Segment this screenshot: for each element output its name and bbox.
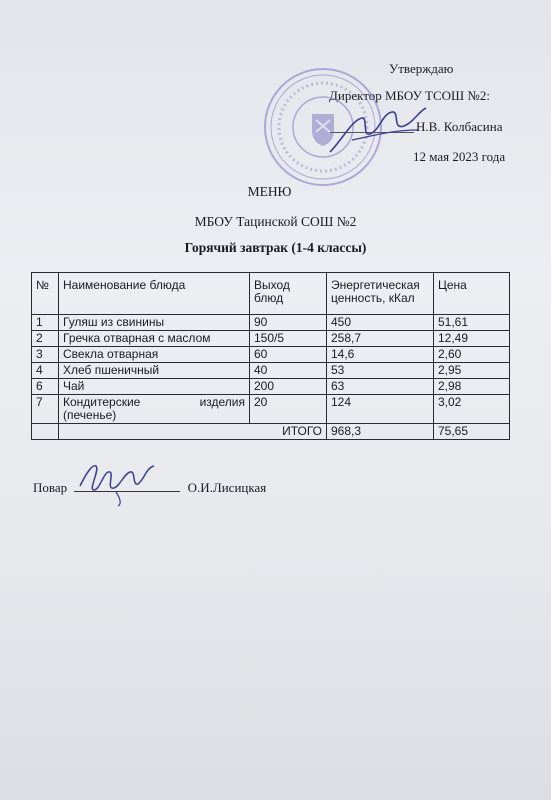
column-header: №: [32, 273, 59, 315]
approval-date: 12 мая 2023 года: [413, 149, 506, 164]
dish-name: Гуляш из свинины: [59, 315, 250, 331]
dish-name-line: (печенье): [63, 408, 117, 422]
table-row: [32, 315, 510, 331]
menu-table: [31, 272, 510, 440]
dish-output: 200: [250, 379, 327, 395]
dish-kcal: 450: [327, 315, 434, 331]
dish-name: Свекла отварная: [59, 347, 250, 363]
cook-name: О.И.Лисицкая: [187, 480, 267, 495]
column-header: Наименование блюда: [59, 273, 250, 315]
cook-signature: [76, 456, 158, 508]
menu-title: МЕНЮ: [247, 184, 292, 199]
row-number: 1: [32, 315, 59, 331]
total-empty-cell: [32, 424, 59, 440]
row-number: 2: [32, 331, 59, 347]
dish-kcal: 53: [327, 363, 434, 379]
row-number: 7: [32, 395, 59, 424]
dish-price: 2,95: [434, 363, 510, 379]
table-row: [32, 363, 510, 379]
dish-kcal: 63: [327, 379, 434, 395]
table-row: [32, 379, 510, 395]
table-row: [32, 331, 510, 347]
row-number: 3: [32, 347, 59, 363]
cook-label: Повар: [33, 480, 68, 495]
dish-output: 90: [250, 315, 327, 331]
dish-name-line: Кондитерские изделия: [63, 395, 245, 409]
total-row: [32, 424, 510, 440]
dish-price: 2,60: [434, 347, 510, 363]
table-header-row: [32, 273, 510, 315]
dish-price: 12,49: [434, 331, 510, 347]
total-price: 75,65: [434, 424, 510, 440]
dish-price: 51,61: [434, 315, 510, 331]
dish-output: 20: [250, 395, 327, 424]
approval-signer: Н.В. Колбасина: [416, 119, 503, 134]
dish-name: Чай: [59, 379, 250, 395]
row-number: 4: [32, 363, 59, 379]
dish-price: 3,02: [434, 395, 510, 424]
column-header: Выход блюд: [250, 273, 327, 315]
dish-output: 150/5: [250, 331, 327, 347]
approval-position: Директор МБОУ ТСОШ №2:: [329, 88, 490, 103]
director-signature: [322, 100, 432, 160]
dish-name: [59, 395, 250, 424]
dish-output: 40: [250, 363, 327, 379]
meal-title: Горячий завтрак (1-4 классы): [184, 240, 367, 255]
dish-kcal: 124: [327, 395, 434, 424]
total-label: ИТОГО: [59, 424, 327, 440]
table-row: [32, 347, 510, 363]
dish-name: Гречка отварная с маслом: [59, 331, 250, 347]
column-header: Цена: [434, 273, 510, 315]
total-kcal: 968,3: [327, 424, 434, 440]
column-header: Энергетическая ценность, кКал: [327, 273, 434, 315]
table-row: [32, 395, 510, 424]
row-number: 6: [32, 379, 59, 395]
dish-kcal: 14,6: [327, 347, 434, 363]
school-name: МБОУ Тацинской СОШ №2: [194, 214, 357, 229]
approval-word: Утверждаю: [389, 61, 454, 76]
dish-kcal: 258,7: [327, 331, 434, 347]
dish-price: 2,98: [434, 379, 510, 395]
dish-output: 60: [250, 347, 327, 363]
dish-name: Хлеб пшеничный: [59, 363, 250, 379]
